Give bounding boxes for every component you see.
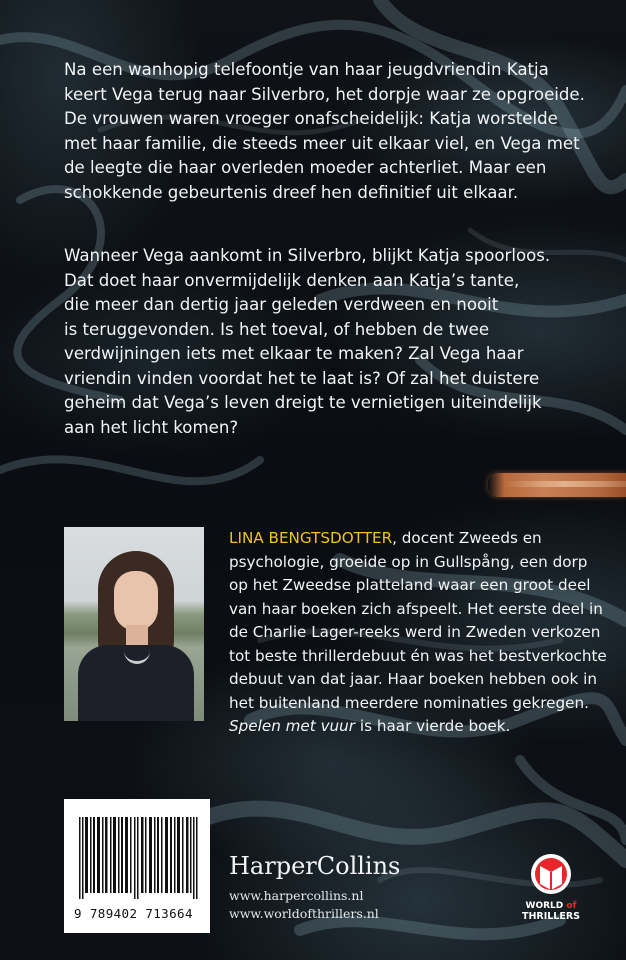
bio-line [229,715,609,739]
blurb-line: Dat doet haar onvermijdelijk denken aan Katja’s tante, [64,270,520,290]
bio-line: op het Zweedse platteland waar een groot deel [229,576,591,594]
bio-line: debuut van dat jaar. Haar boeken hebben ook in [229,670,598,688]
barcode-bars [79,817,200,899]
blurb-line: schokkende gebeurtenis dreef hen definitief uit elkaar. [64,182,519,202]
blurb-line: vriendin vinden voordat het te laat is? Of zal het duistere [64,368,540,388]
blurb-line: De vrouwen waren vroeger onafscheidelijk: Katja worstelde [64,109,558,128]
author-name: LINA BENGTSDOTTER [229,529,393,547]
barcode [64,799,210,933]
blurb-line: Na een wanhopig telefoontje van haar jeugdvriendin Katja [64,60,549,79]
book-title: Spelen met vuur [229,717,356,735]
publisher-url: www.harpercollins.nl [229,888,364,903]
blurb-paragraph-2 [64,244,564,440]
author-photo [64,527,204,721]
author-photo-face [114,571,158,631]
blurb-line: is teruggevonden. Is het toeval, of hebben de twee [64,319,490,339]
blurb-line: Wanneer Vega aankomt in Silverbro, blijkt Katja spoorloos. [64,246,551,265]
publisher-name: HarperCollins [229,852,401,880]
blurb-line: verdwijningen iets met elkaar te maken? Zal Vega haar [64,344,524,363]
blurb-line: geheim dat Vega’s leven dreigt te vernietigen uiteindelijk [64,393,542,412]
bio-last-line-rest: is haar vierde boek. [355,717,511,735]
bio-first-line-rest: , docent Zweeds en [392,529,542,547]
imprint-url: www.worldofthrillers.nl [229,906,379,921]
blurb-paragraph-1 [64,58,612,205]
blurb-line: aan het licht komen? [64,417,239,437]
bio-line: van haar boeken zich afspeelt. Het eerste deel in [229,599,603,618]
blurb-line: keert Vega terug naar Silverbro, het dorpje waar ze opgroeide. [64,84,585,104]
bio-line: de Charlie Lager-reeks werd in Zweden verkozen [229,623,601,641]
logo-word-of: of [566,901,577,911]
blurb-line: de leegte die haar overleden moeder achterliet. Maar een [64,158,547,177]
author-bio [229,527,609,739]
burning-match [488,473,626,497]
logo-word-thrillers: THRILLERS [521,911,581,922]
bio-line: het buitenland meerdere nominaties gekregen. [229,693,589,712]
bio-line [229,527,609,551]
logo-word-world: WORLD [525,901,564,911]
isbn-number: 9 789402 713664 [74,906,193,921]
bio-line: tot beste thrillerdebuut én was het bestverkochte [229,646,607,665]
blurb-line: met haar familie, die steeds meer uit elkaar viel, en Vega met [64,133,580,153]
logo-text-line-1 [518,901,584,911]
bio-line: psychologie, groeide op in Gullspång, een dorp [229,552,588,571]
blurb-line: die meer dan dertig jaar geleden verdween en nooit [64,295,499,314]
